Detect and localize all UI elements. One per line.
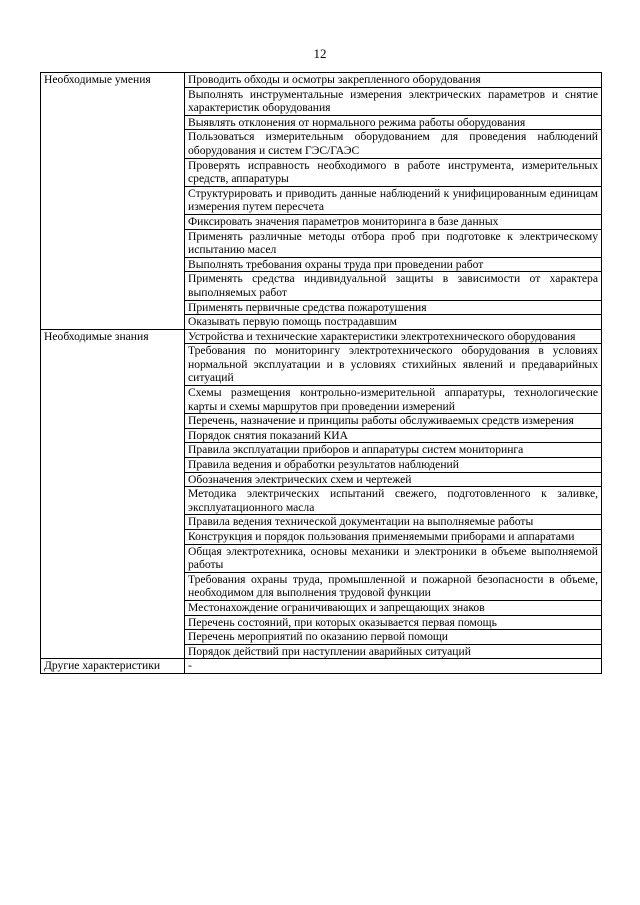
requirement-item: - [185,659,602,674]
requirement-item: Правила эксплуатации приборов и аппаратуры систем мониторинга [185,443,602,458]
requirement-item: Требования по мониторингу электротехнического оборудования в условиях нормальной эксплуатации и в условиях стихийных явлений и предаварийных ситуаций [185,344,602,386]
section-label: Необходимые умения [41,73,185,330]
requirement-item: Методика электрических испытаний свежего, подготовленного к заливке, эксплуатационного масла [185,487,602,515]
requirement-item: Выполнять требования охраны труда при проведении работ [185,257,602,272]
requirement-item: Конструкция и порядок пользования применяемыми приборами и аппаратами [185,530,602,545]
requirement-item: Применять первичные средства пожаротушения [185,300,602,315]
requirement-item: Схемы размещения контрольно-измерительной аппаратуры, технологические карты и схемы маршрутов при проведении измерений [185,386,602,414]
requirement-item: Местонахождение ограничивающих и запрещающих знаков [185,600,602,615]
requirement-item: Проводить обходы и осмотры закрепленного оборудования [185,73,602,88]
requirement-item: Структурировать и приводить данные наблюдений к унифицированным единицам измерения путем пересчета [185,186,602,214]
page-number: 12 [313,46,327,61]
requirement-item: Перечень, назначение и принципы работы обслуживаемых средств измерения [185,414,602,429]
requirement-item: Выявлять отклонения от нормального режима работы оборудования [185,115,602,130]
requirement-item: Пользоваться измерительным оборудованием для проведения наблюдений оборудования и систем ГЭС/ГАЭС [185,130,602,158]
requirement-item: Применять различные методы отбора проб при подготовке к электрическому испытанию масел [185,229,602,257]
requirement-item: Требования охраны труда, промышленной и пожарной безопасности в объеме, необходимом для выполнения трудовой функции [185,572,602,600]
requirement-item: Правила ведения и обработки результатов наблюдений [185,458,602,473]
requirement-item: Порядок снятия показаний КИА [185,428,602,443]
requirement-item: Правила ведения технической документации на выполняемые работы [185,515,602,530]
requirement-item: Фиксировать значения параметров мониторинга в базе данных [185,214,602,229]
requirement-item: Оказывать первую помощь пострадавшим [185,315,602,330]
section-label: Необходимые знания [41,329,185,659]
requirement-item: Устройства и технические характеристики электротехнического оборудования [185,329,602,344]
requirement-item: Перечень состояний, при которых оказывается первая помощь [185,615,602,630]
table-row [41,73,602,88]
requirement-item: Применять средства индивидуальной защиты в зависимости от характера выполняемых работ [185,272,602,300]
section-label: Другие характеристики [41,659,185,674]
requirement-item: Общая электротехника, основы механики и электроники в объеме выполняемой работы [185,544,602,572]
requirement-item: Проверять исправность необходимого в работе инструмента, измерительных средств, аппаратуры [185,158,602,186]
requirement-item: Обозначения электрических схем и чертежей [185,472,602,487]
requirements-table [40,72,602,674]
requirement-item: Перечень мероприятий по оказанию первой помощи [185,630,602,645]
table-row [41,659,602,674]
requirement-item: Порядок действий при наступлении аварийных ситуаций [185,644,602,659]
requirement-item: Выполнять инструментальные измерения электрических параметров и снятие характеристик оборудования [185,87,602,115]
table-row [41,329,602,344]
